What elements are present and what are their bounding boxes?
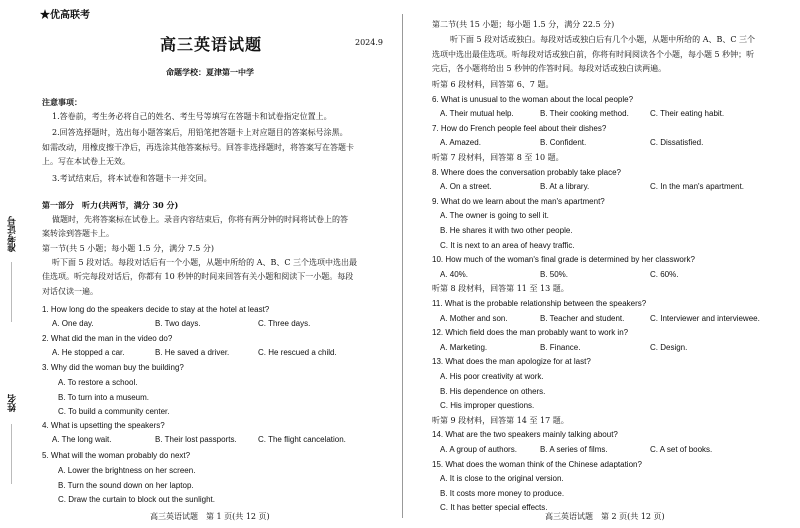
material-instruction: 听第 7 段材料，回答第 8 至 10 题。 — [432, 153, 564, 162]
question-text: 12. Which field does the man probably want to work in? — [432, 328, 629, 338]
option: C. 60%. — [650, 269, 679, 279]
question-text: 8. Where does the conversation probably take place? — [432, 167, 622, 177]
option: A. Lower the brightness on her screen. — [58, 466, 196, 475]
option: C. Their eating habit. — [650, 109, 725, 119]
part1-line: 案转涂到答题卡上。 — [42, 229, 114, 238]
option: B. Finance. — [540, 342, 581, 352]
option: C. Interviewer and interviewee. — [650, 313, 760, 323]
side-underline-1 — [11, 262, 12, 322]
option: B. To turn into a museum. — [58, 392, 150, 402]
question-text: 15. What does the woman think of the Chinese adaptation? — [432, 459, 642, 469]
option: A. It is close to the original version. — [440, 474, 564, 484]
option: B. It costs more money to produce. — [440, 488, 565, 498]
question-text: 2. What did the man in the video do? — [42, 334, 173, 343]
option: A. A group of authors. — [440, 445, 517, 454]
option: B. His dependence on others. — [440, 386, 546, 396]
section1-line: 对话仅读一遍。 — [42, 287, 98, 296]
option: B. Their lost passports. — [155, 435, 237, 444]
option: A. Marketing. — [440, 342, 488, 352]
option: B. Two days. — [155, 319, 201, 328]
notice-line: 上。写在本试卷上无效。 — [42, 157, 130, 166]
school-line: 命题学校：夏津第一中学 — [166, 67, 254, 77]
option: C. Dissatisfied. — [650, 138, 704, 148]
option: C. Design. — [650, 342, 688, 352]
question-text: 13. What does the man apologize for at last? — [432, 357, 591, 367]
question-text: 14. What are the two speakers mainly talking about? — [432, 430, 618, 440]
option: A. To restore a school. — [58, 378, 138, 387]
option: C. In the man's apartment. — [650, 182, 745, 192]
section2-line: 完后，各小题将给出 5 秒钟的作答时间。每段对话或独白读两遍。 — [432, 64, 667, 73]
question-text: 5. What will the woman probably do next? — [42, 451, 191, 460]
notice-line: 如需改动，用橡皮擦干净后，再选涂其他答案标号。回答非选择题时，将答案写在答题卡 — [42, 143, 354, 152]
section1-line: 佳选项。听完每段对话后，你都有 10 秒钟的时间来回答有关小题和阅读下一小题。每段 — [42, 272, 354, 281]
notice-line: 2.回答选择题时，选出每小题答案后，用铅笔把答题卡上对应题目的答案标号涂黑。 — [52, 128, 348, 137]
option: B. He saved a driver. — [155, 348, 230, 357]
material-instruction: 听第 9 段材料，回答第 14 至 17 题。 — [432, 415, 569, 425]
part1-line: 做题时，先将答案标在试卷上。录音内容结束后，你将有两分钟的时间将试卷上的答 — [52, 215, 348, 224]
option: C. It has better special effects. — [440, 503, 548, 513]
option: B. A series of films. — [540, 445, 608, 454]
question-text: 7. How do French people feel about their dishes? — [432, 123, 607, 133]
option: A. The long wait. — [52, 435, 112, 444]
page-divider — [402, 14, 403, 518]
side-underline-2 — [11, 424, 12, 484]
material-instruction: 听第 6 段材料，回答第 6、7 题。 — [432, 80, 554, 89]
section1-line: 听下面 5 段对话。每段对话后有一个小题，从题中所给的 A、B、C 三个选项中选出最 — [52, 258, 358, 267]
left-footer: 高三英语试题 第 1 页(共 12 页) — [150, 512, 270, 521]
section2-line: 听下面 5 段对话或独白。每段对话或独白后有几个小题，从题中所给的 A、B、C 三个 — [450, 35, 756, 44]
option: C. His improper questions. — [440, 401, 535, 411]
question-text: 11. What is the probable relationship between the speakers? — [432, 299, 647, 308]
notice-title: 注意事项： — [42, 97, 82, 107]
option: B. Their cooking method. — [540, 109, 629, 119]
side-label-admission-number: 准考证号 — [8, 216, 18, 252]
question-text: 6. What is unusual to the woman about the local people? — [432, 94, 634, 104]
question-text: 1. How long do the speakers decide to stay at the hotel at least? — [42, 305, 270, 314]
material-instruction: 听第 8 段材料，回答第 11 至 13 题。 — [432, 284, 569, 294]
option: B. Turn the sound down on her laptop. — [58, 480, 194, 490]
question-text: 4. What is upsetting the speakers? — [42, 421, 165, 430]
side-label-name: 姓名 — [8, 394, 18, 412]
right-footer: 高三英语试题 第 2 页(共 12 页) — [545, 512, 665, 521]
question-text: 3. Why did the woman buy the building? — [42, 363, 184, 372]
option: C. It is next to an area of heavy traffic. — [440, 240, 575, 250]
section2-line: 选项中选出最佳选项。听每段对话或独白前，你将有时间阅读各个小题，每小题 5 秒钟；听 — [432, 50, 755, 59]
option: A. 40%. — [440, 269, 469, 279]
option: C. Three days. — [258, 319, 311, 328]
section2-heading: 第二节(共 15 小题；每小题 1.5 分，满分 22.5 分) — [432, 20, 615, 29]
option: B. Confident. — [540, 138, 587, 148]
option: B. 50%. — [540, 269, 569, 279]
section1-heading: 第一节(共 5 小题；每小题 1.5 分，满分 7.5 分) — [42, 244, 215, 253]
option: A. He stopped a car. — [52, 348, 125, 357]
exam-date: 2024.9 — [355, 38, 383, 47]
option: B. Teacher and student. — [540, 313, 625, 323]
option: C. To build a community center. — [58, 407, 170, 416]
option: A. The owner is going to sell it. — [440, 211, 549, 221]
part1-heading: 第一部分 听力(共两节，满分 30 分) — [42, 200, 179, 210]
option: A. On a street. — [440, 182, 492, 192]
question-text: 10. How much of the woman's final grade is determined by her classwork? — [432, 255, 695, 265]
option: A. His poor creativity at work. — [440, 372, 544, 381]
option: C. He rescued a child. — [258, 348, 337, 357]
page-title: 高三英语试题 — [160, 35, 263, 54]
option: A. One day. — [52, 319, 94, 328]
question-text: 9. What do we learn about the man's apartment? — [432, 196, 605, 206]
notice-line: 1.答卷前，考生务必将自己的姓名、考生号等填写在答题卡和试卷指定位置上。 — [52, 112, 332, 121]
option: A. Their mutual help. — [440, 109, 514, 119]
option: B. He shares it with two other people. — [440, 226, 573, 235]
option: C. A set of books. — [650, 445, 713, 454]
option: C. The flight cancelation. — [258, 435, 346, 444]
option: B. At a library. — [540, 182, 590, 192]
exam-series-header: ★优高联考 — [40, 10, 90, 21]
option: A. Mother and son. — [440, 313, 508, 323]
option: A. Amazed. — [440, 138, 481, 148]
notice-line: 3.考试结束后，将本试卷和答题卡一并交回。 — [52, 174, 212, 183]
option: C. Draw the curtain to block out the sunlight. — [58, 495, 215, 504]
